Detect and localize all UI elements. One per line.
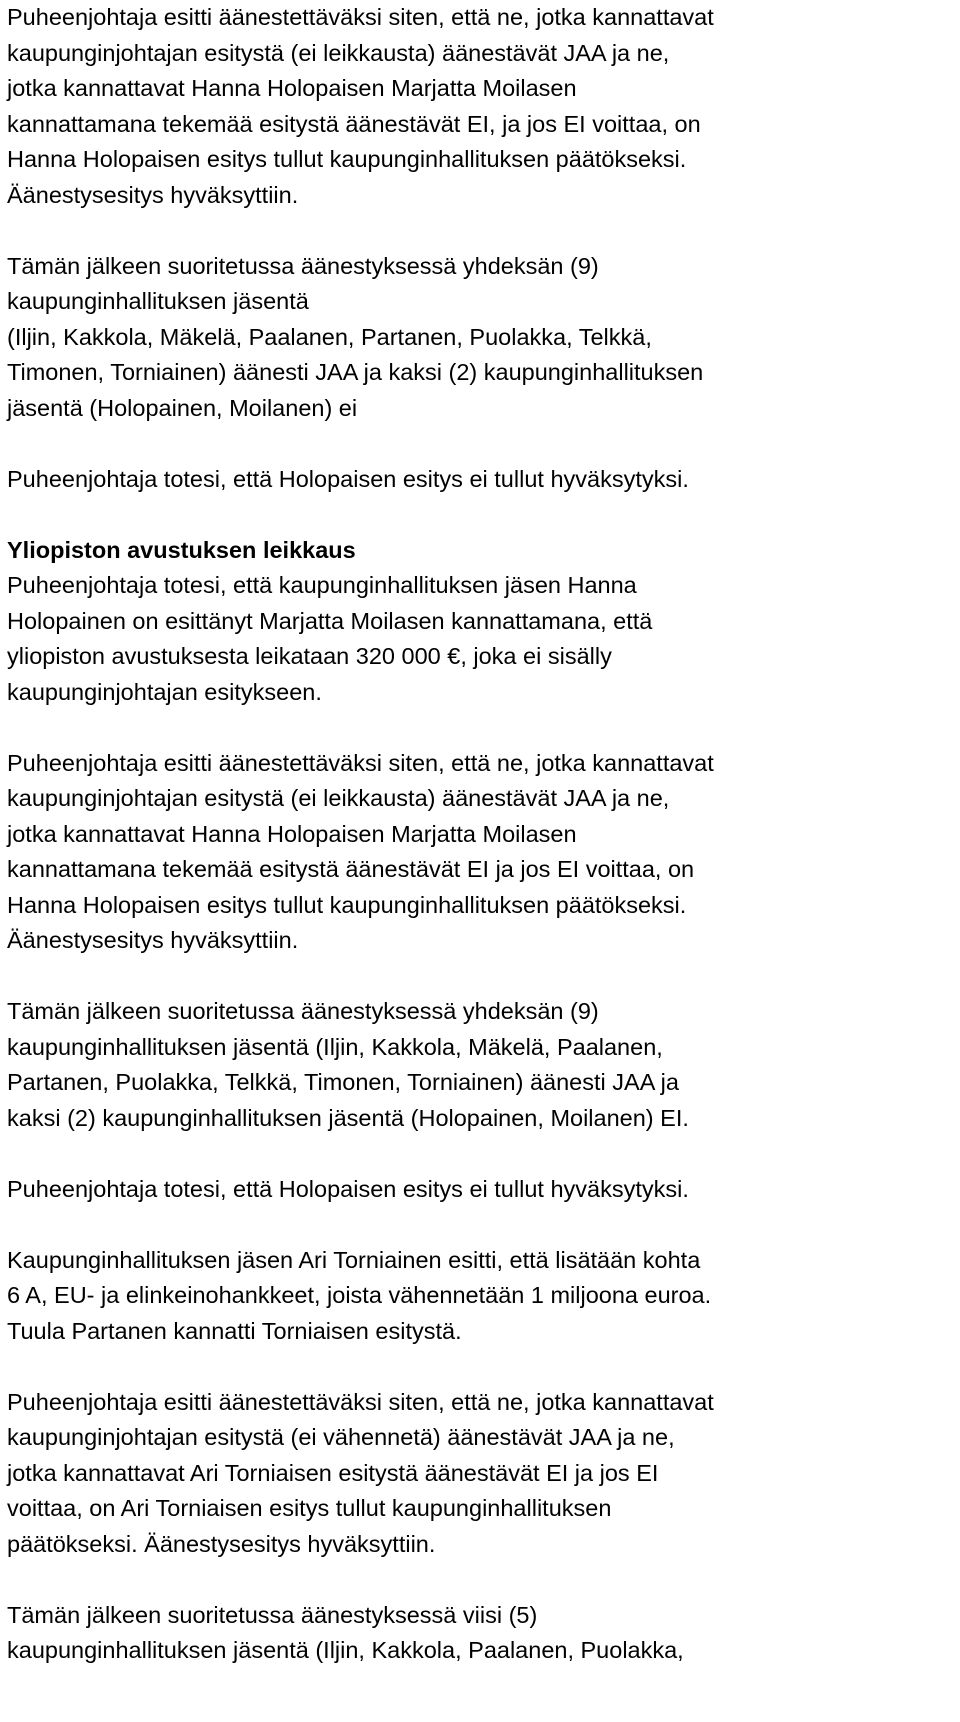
paragraph-gap: [7, 1349, 955, 1385]
paragraph-chair-conclusion-1: [7, 462, 955, 498]
paragraph-gap: [7, 710, 955, 746]
text-line: kaupunginjohtajan esitystä (ei leikkausta) äänestävät JAA ja ne,: [7, 785, 670, 811]
paragraph-gap: [7, 1136, 955, 1172]
paragraph-vote-proposal-1: [7, 0, 955, 213]
text-line: jotka kannattavat Hanna Holopaisen Marjatta Moilasen: [7, 75, 577, 101]
text-line: Partanen, Puolakka, Telkkä, Timonen, Torniainen) äänesti JAA ja: [7, 1069, 679, 1095]
text-line: Tämän jälkeen suoritetussa äänestyksessä yhdeksän (9): [7, 252, 599, 279]
document-page: [7, 0, 955, 1669]
paragraph-vote-proposal-3: [7, 1385, 955, 1563]
text-line: kaupunginhallituksen jäsentä (Iljin, Kakkola, Mäkelä, Paalanen,: [7, 1033, 663, 1060]
paragraph-university-grant-proposal: [7, 568, 955, 710]
section-heading: Yliopiston avustuksen leikkaus: [7, 536, 356, 563]
text-line: jäsentä (Holopainen, Moilanen) ei: [7, 394, 358, 421]
paragraph-vote-result-1: [7, 249, 955, 427]
text-line: Puheenjohtaja totesi, että kaupunginhallituksen jäsen Hanna: [7, 572, 637, 598]
text-line: (Iljin, Kakkola, Mäkelä, Paalanen, Partanen, Puolakka, Telkkä,: [7, 323, 652, 350]
text-line: Kaupunginhallituksen jäsen Ari Torniainen esitti, että lisätään kohta: [7, 1246, 701, 1273]
text-line: kannattamana tekemää esitystä äänestävät EI, ja jos EI voittaa, on: [7, 110, 701, 137]
text-line: Hanna Holopaisen esitys tullut kaupunginhallituksen päätökseksi.: [7, 891, 687, 918]
paragraph-gap: [7, 1207, 955, 1243]
text-line: kannattamana tekemää esitystä äänestävät EI ja jos EI voittaa, on: [7, 856, 695, 882]
text-line: voittaa, on Ari Torniaisen esitys tullut kaupunginhallituksen: [7, 1495, 612, 1521]
text-line: Holopainen on esittänyt Marjatta Moilasen kannattamana, että: [7, 607, 653, 634]
text-line: kaupunginhallituksen jäsentä (Iljin, Kakkola, Paalanen, Puolakka,: [7, 1637, 684, 1663]
text-line: kaupunginjohtajan esitykseen.: [7, 678, 322, 705]
paragraph-torniainen-proposal: [7, 1243, 955, 1350]
paragraph-gap: [7, 1562, 955, 1598]
text-line: Tämän jälkeen suoritetussa äänestyksessä yhdeksän (9): [7, 998, 599, 1024]
text-line: Puheenjohtaja totesi, että Holopaisen esitys ei tullut hyväksytyksi.: [7, 465, 689, 492]
text-line: yliopiston avustuksesta leikataan 320 000 €, joka ei sisälly: [7, 643, 612, 669]
paragraph-gap: [7, 959, 955, 995]
text-line: kaupunginhallituksen jäsentä: [7, 288, 309, 314]
paragraph-vote-result-2: [7, 994, 955, 1136]
text-line: Hanna Holopaisen esitys tullut kaupunginhallituksen päätökseksi.: [7, 146, 687, 172]
text-line: Puheenjohtaja esitti äänestettäväksi siten, että ne, jotka kannattavat: [7, 749, 714, 776]
text-line: Tämän jälkeen suoritetussa äänestyksessä viisi (5): [7, 1601, 538, 1628]
text-line: Puheenjohtaja esitti äänestettäväksi siten, että ne, jotka kannattavat: [7, 1388, 714, 1415]
paragraph-gap: [7, 497, 955, 533]
text-line: Äänestysesitys hyväksyttiin.: [7, 181, 299, 208]
text-line: Timonen, Torniainen) äänesti JAA ja kaksi (2) kaupunginhallituksen: [7, 359, 704, 385]
paragraph-chair-conclusion-2: [7, 1172, 955, 1208]
text-line: 6 A, EU- ja elinkeinohankkeet, joista vähennetään 1 miljoona euroa.: [7, 1282, 712, 1308]
text-line: kaksi (2) kaupunginhallituksen jäsentä (Holopainen, Moilanen) EI.: [7, 1104, 689, 1131]
text-line: Puheenjohtaja esitti äänestettäväksi siten, että ne, jotka kannattavat: [7, 4, 714, 30]
paragraph-gap: [7, 213, 955, 249]
text-line: päätökseksi. Äänestysesitys hyväksyttiin.: [7, 1530, 436, 1557]
text-line: Tuula Partanen kannatti Torniaisen esitystä.: [7, 1317, 462, 1344]
text-line: jotka kannattavat Hanna Holopaisen Marjatta Moilasen: [7, 820, 577, 847]
text-line: jotka kannattavat Ari Torniaisen esitystä äänestävät EI ja jos EI: [7, 1459, 659, 1486]
text-line: kaupunginjohtajan esitystä (ei vähennetä) äänestävät JAA ja ne,: [7, 1424, 675, 1450]
text-line: kaupunginjohtajan esitystä (ei leikkausta) äänestävät JAA ja ne,: [7, 39, 670, 66]
paragraph-vote-proposal-2: [7, 746, 955, 959]
paragraph-gap: [7, 426, 955, 462]
text-line: Puheenjohtaja totesi, että Holopaisen esitys ei tullut hyväksytyksi.: [7, 1175, 689, 1202]
text-line: Äänestysesitys hyväksyttiin.: [7, 927, 299, 953]
paragraph-vote-result-3: [7, 1598, 955, 1669]
